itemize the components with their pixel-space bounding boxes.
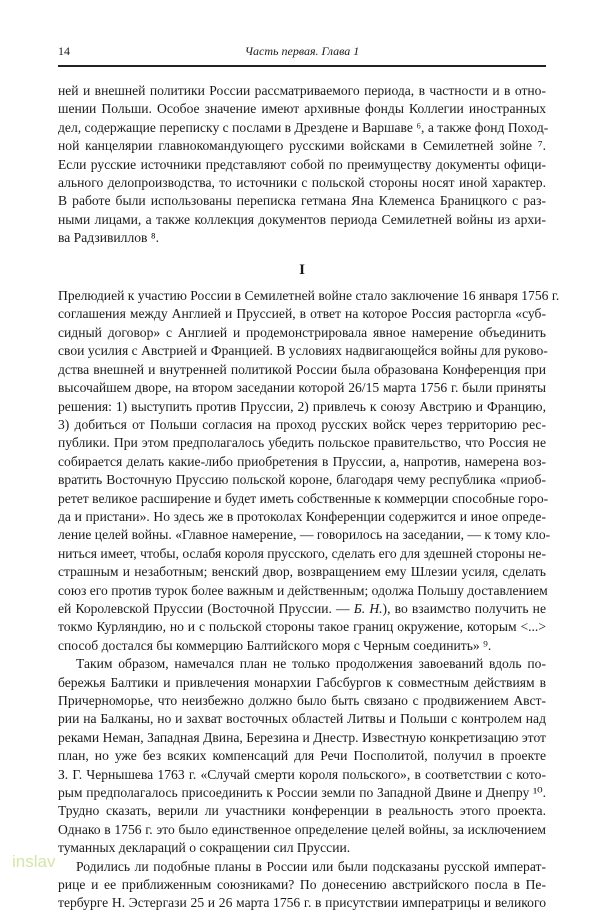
text-line: публики. При этом предполагалось убедить польское правительство, что Россия не	[58, 435, 546, 451]
author-initials: Б. Н.	[353, 600, 383, 616]
text-line: ней и внешней политики России рассматриваемого периода, в частности и в отно-	[58, 83, 546, 98]
text-line: рии на Балканы, но и захват восточных областей Литвы и Польши с контролем над	[58, 711, 546, 727]
text-line: Однако в 1756 г. это было единственное определение целей войны, за исключением	[58, 821, 546, 837]
text-line: Трудно сказать, верили ли участники конференции в реальность этого проекта.	[58, 803, 546, 819]
header-rule	[58, 65, 546, 67]
text-line: З. Г. Чернышева 1763 г. «Случай смерти короля польского», в соответствии с кото-	[58, 766, 546, 782]
text-line: соглашения между Англией и Пруссией, в ответ на которое Россия расторгла «суб-	[58, 306, 546, 322]
text-line: шении Польши. Особое значение имеют архивные фонды Коллегии иностранных	[58, 101, 546, 117]
text-line: собирается делать какие-либо приобретения в Пруссии, а, напротив, намерена воз-	[58, 453, 546, 469]
text-line: способ достался бы коммерцию Балтийского моря с Черным соединить» ⁹.	[58, 637, 492, 653]
text-line: Таким образом, намечался план не только продолжения завоеваний вдоль по-	[76, 656, 546, 672]
text-line	[58, 600, 546, 618]
page-body	[58, 82, 560, 913]
text-line: дства внешней и внутренней политикой России была образована Конференция при	[58, 361, 546, 377]
text-line: Прелюдией к участию России в Семилетней войне стало заключение 16 января 1756 г.	[58, 288, 560, 304]
page-number: 14	[58, 44, 70, 58]
text-line: рице и ее приближенным союзниками? По донесению австрийского посла в Пе-	[58, 877, 546, 893]
text-line: ление целей войны. «Главное намерение, — говорилось на заседании, — к тому кло-	[58, 527, 551, 543]
text-line: ального делопроизводства, то источники с польской стороны носят иной характер.	[58, 175, 546, 191]
paragraph	[58, 287, 560, 655]
text-line: страшным и незаботным; венский двор, возвращением ему Шлезии усиля, сделать	[58, 564, 546, 580]
section-heading: I	[299, 261, 305, 278]
text-segment: ей Королевской Пруссии (Восточной Пруссии. —	[58, 600, 354, 616]
text-line: ными лицами, а также коллекция документов периода Семилетней войны из архи-	[58, 211, 546, 227]
watermark-logo: inslav	[12, 852, 56, 871]
text-line: дел, содержащие переписку с послами в Дрездене и Варшаве ⁶, а также фонд Поход-	[58, 119, 549, 135]
text-line: 3) добиться от Польши согласия на проход русских войск через территорию рес-	[58, 416, 546, 432]
paragraph	[58, 655, 546, 857]
text-line: высочайшем дворе, на втором заседании которой 26/15 марта 1756 г. были приняты	[58, 380, 546, 396]
page-header	[58, 44, 546, 64]
text-line: бережья Балтики и привлечения монархии Габсбургов к совместным действиям в	[58, 674, 546, 690]
text-line: вратить Восточную Пруссию польской короне, благодаря чему республика «приоб-	[58, 472, 546, 488]
text-line: сидный договор» с Англией и продемонстрировала явное намерение объединить	[58, 324, 546, 340]
text-line: Если русские источники представляют собой по преимуществу документы офици-	[58, 156, 546, 172]
text-line: тербурге Н. Эстергази 25 и 26 марта 1756 г. в присутствии императрицы и великого	[58, 895, 546, 911]
text-line: ниться имеет, чтобы, ослабя короля прусского, сделать его для здешней стороны не-	[58, 545, 546, 561]
paragraph	[58, 858, 546, 913]
paragraph	[58, 82, 549, 248]
text-line: союз его против турок более важным и действенным; одолжа Польшу доставлением	[58, 582, 548, 598]
text-line: ва Радзивиллов ⁸.	[58, 230, 160, 246]
text-line: реками Неман, Западная Двина, Березина и Днестр. Известную конкретизацию этот	[58, 729, 546, 745]
text-line: туманных деклараций о сокращении сил Пруссии.	[58, 840, 351, 856]
text-line: решения: 1) выступить против Пруссии, 2) привлечь к союзу Австрию и Францию,	[58, 398, 546, 414]
text-line: план, но уже без всяких компенсаций для Речи Посполитой, получил в проекте	[58, 748, 546, 764]
text-line: ретет великое расширение и будет иметь собственные к коммерции способные горо-	[58, 490, 549, 506]
text-segment: ), во взаимство получить не	[382, 600, 546, 616]
text-line: ной канцелярии главнокомандующего русскими войсками в Семилетней зойне ⁷.	[58, 138, 546, 154]
text-line: рым предполагалось присоединить к России земли по Западной Двине и Днепру ¹⁰.	[58, 785, 546, 801]
text-line: токмо Курляндию, но и с польской стороны такое границ окружение, которым <...>	[58, 619, 546, 635]
text-line: Родились ли подобные планы в России или были подсказаны русской императ-	[76, 858, 546, 874]
text-line: Причерноморье, что неизбежно должно было быть связано с продвижением Авст-	[58, 693, 546, 708]
text-line: да и пристани». Но здесь же в протоколах Конференции содержится и иное опреде-	[58, 508, 546, 524]
text-line: свои усилия с Австрией и Францией. В условиях надвигающейся войны для руково-	[58, 343, 548, 359]
text-line: В работе были использованы переписка гетмана Яна Клеменса Браницкого с раз-	[58, 193, 546, 209]
running-title: Часть первая. Глава 1	[244, 44, 360, 58]
